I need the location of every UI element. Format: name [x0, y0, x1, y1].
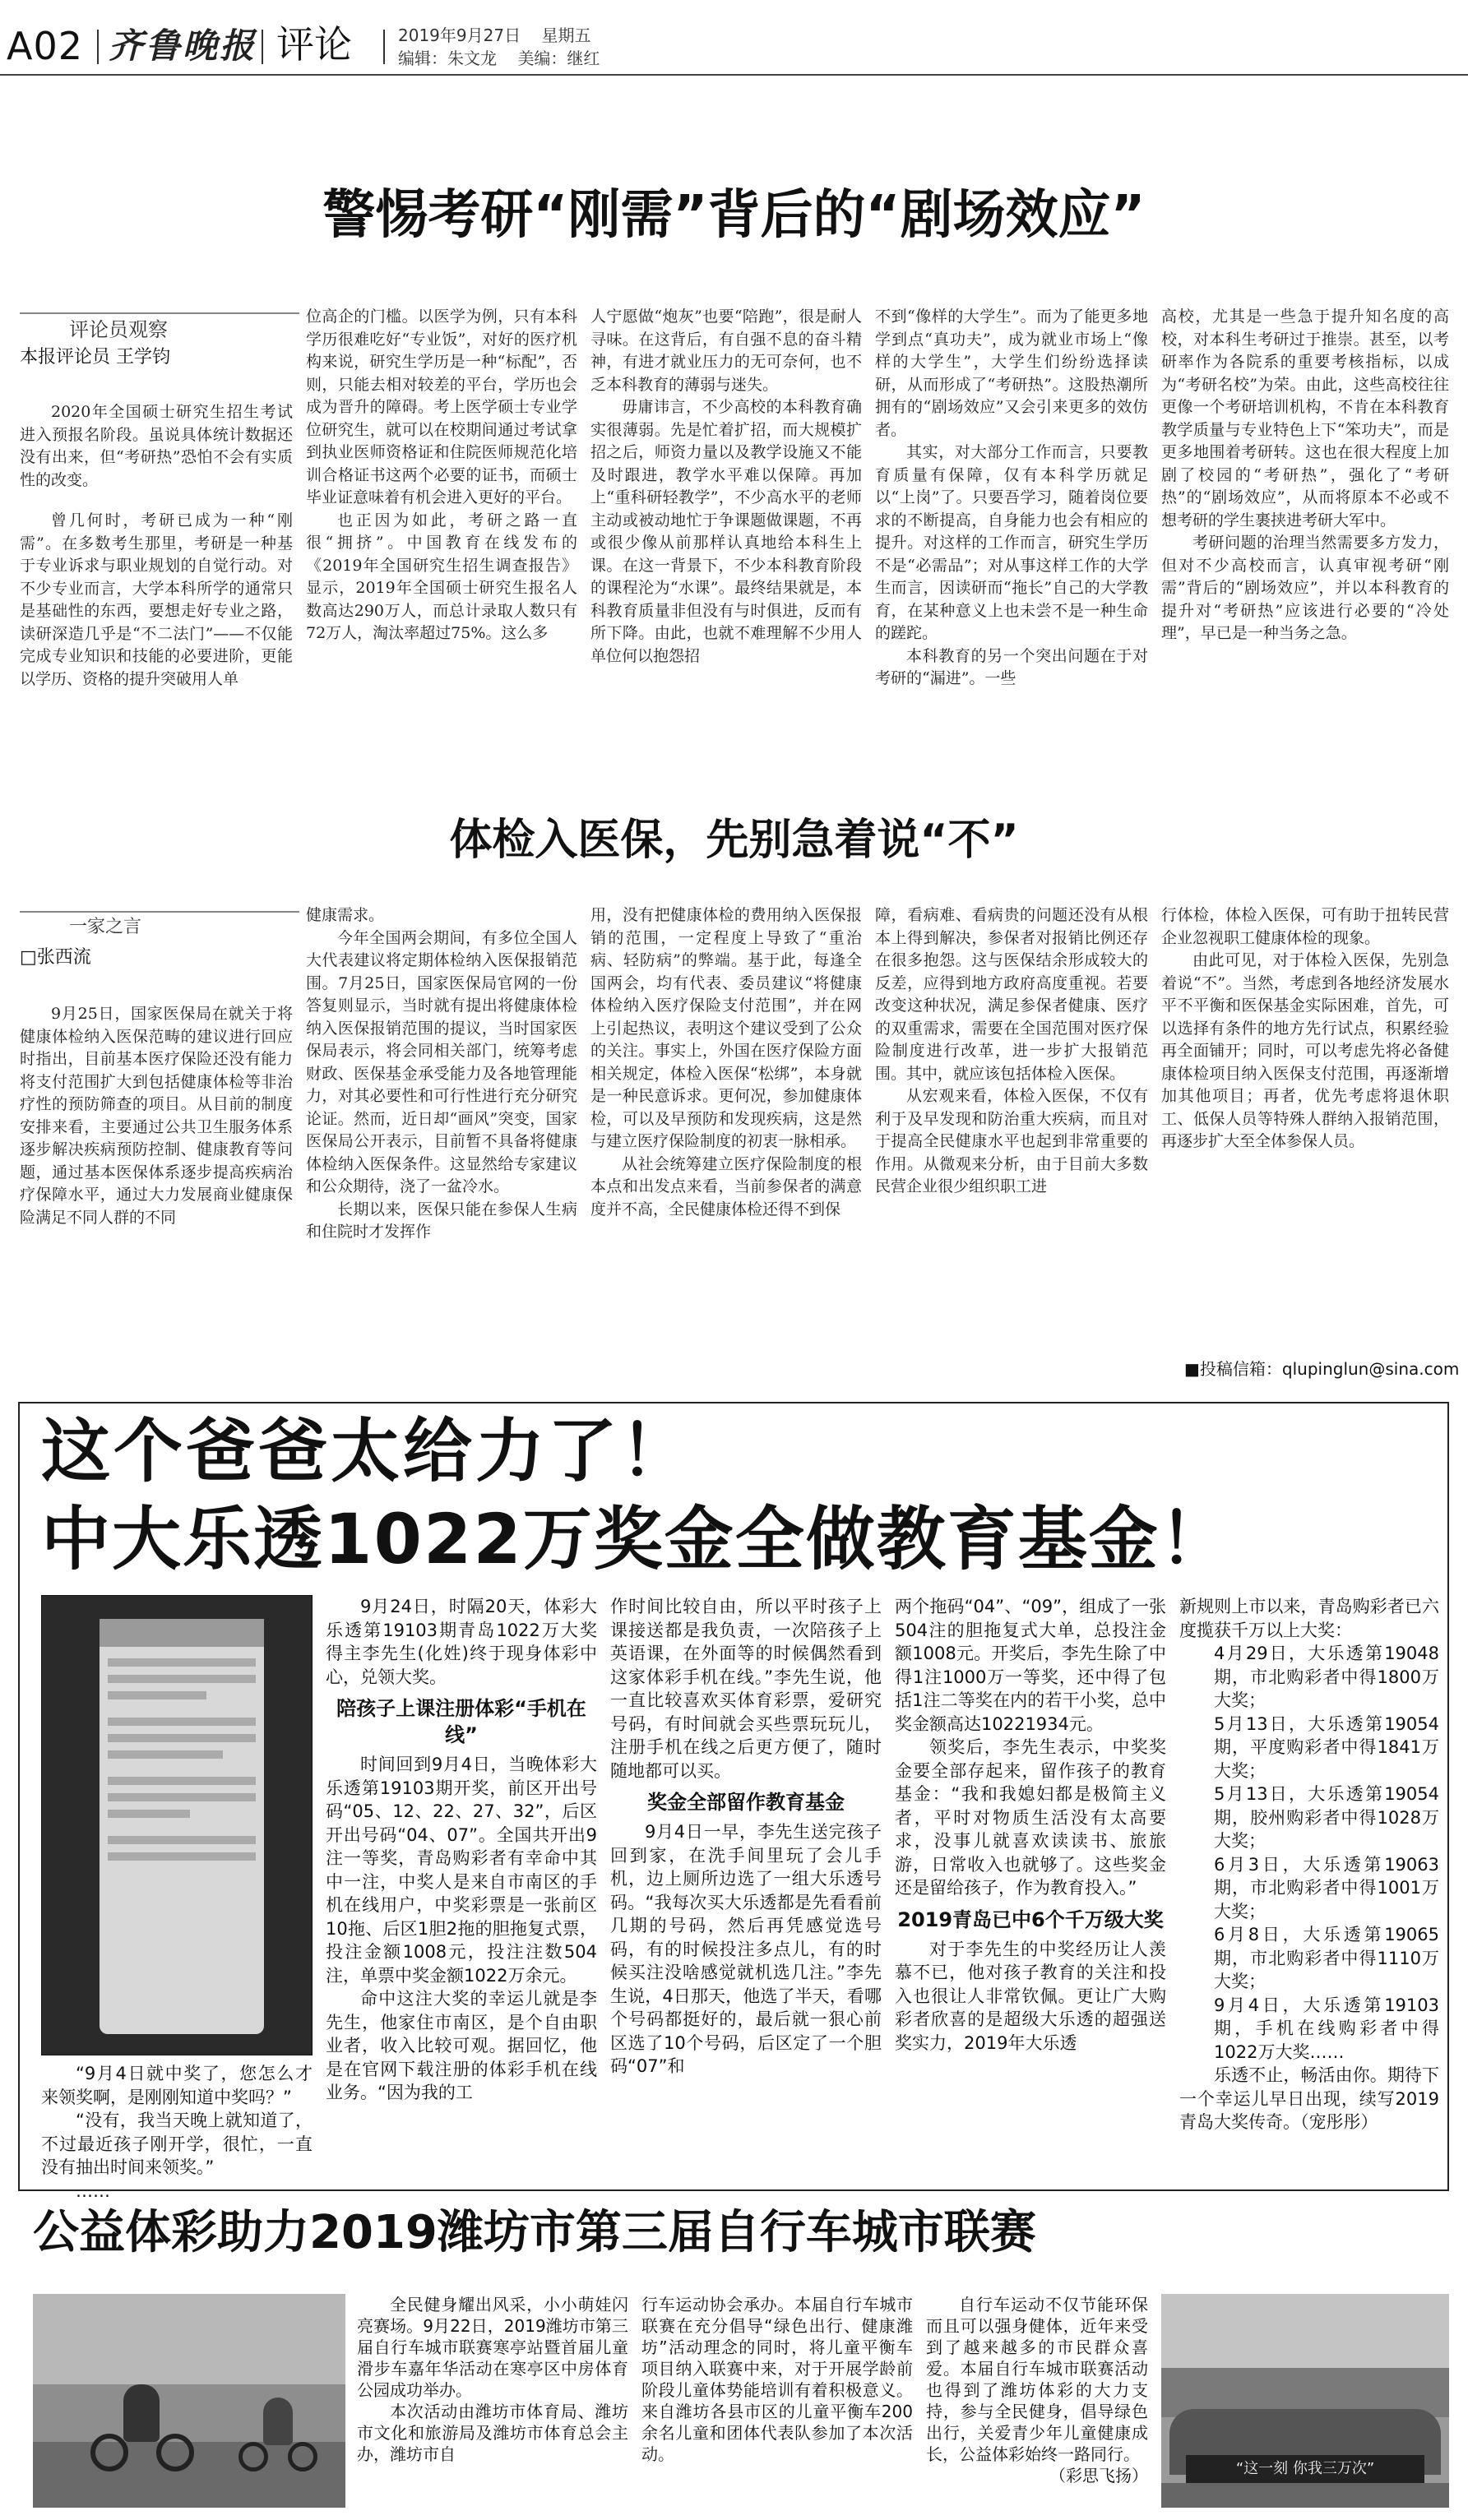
- paragraph: 两个拖码“04”、“09”，组成了一张504注的胆拖复式大单，总投注金额1008元。开奖后，李先生除了中得1注1000万一等奖，还中得了包括1注二等奖在内的若干小奖，总中奖金额高达10221934元。: [895, 1597, 1166, 1734]
- paragraph: 自行车运动不仅节能环保而且可以强身健体，近年来受到了越来越多的市民群众喜爱。本届自行车城市联赛活动也得到了潍坊体彩的大力支持，参与全民健身，倡导绿色出行，关爱青少年儿童健康成长，公益体彩始终一路同行。: [926, 2295, 1148, 2464]
- win-item: 9月4日，大乐透第19103期，手机在线购彩者中得1022万大奖……: [1214, 1995, 1439, 2062]
- ad1-photo: [41, 1595, 313, 2055]
- win-item: 4月29日，大乐透第19048期，市北购彩者中得1800万大奖；: [1214, 1644, 1439, 1710]
- paragraph: 其实，对大部分工作而言，只要教育质量有保障，仅有本科学历就足以“上岗”了。只要吾学习，随着岗位要求的不断提高，自身能力也会有相应的提升。对这样的工作而言，研究生学历不是“必需品”；对从事这样工作的大学生而言，因读研而“拖长”自己的大学教育，在某种意义上也未尝不是一种生命的蹉跎。: [875, 443, 1148, 642]
- paper-logo: 齐鲁晚报: [109, 25, 257, 66]
- issue-date: 2019年9月27日: [398, 25, 521, 45]
- paragraph: 本科教育的另一个突出问题在于对考研的“漏进”。一些: [875, 646, 1148, 687]
- ad1-col-3: [610, 1595, 882, 2183]
- paragraph: 毋庸讳言，不少高校的本科教育确实很薄弱。先是忙着扩招，而大规模扩招之后，师资力量以及教学设施又不能及时跟进，教学水平难以保障。再加上“重科研轻教学”，不少高水平的老师主动或被动地忙于争课题做课题，不再或很少像从前那样认真地给本科生上课。在这一背景下，不少本科教育阶段的课程沦为“水课”。最终结果就是，本科教育质量非但没有与时俱进，反而有所下降。由此，也就不难理解不少用人单位何以抱怨招: [590, 398, 862, 665]
- phone-screen: [100, 1619, 264, 2034]
- section-name: 评论: [276, 22, 352, 67]
- article2-byline: □张西流: [20, 947, 91, 968]
- paragraph: 本次活动由潍坊市体育局、潍坊市文化和旅游局及潍坊市体育总会主办，潍坊市自: [357, 2402, 628, 2464]
- paragraph: 对于李先生的中奖经历让人羡慕不已，他对孩子教育的关注和投入也很让人非常钦佩。更让广大购彩者欣喜的是超级大乐透的超强送奖实力，2019年大乐透: [895, 1939, 1166, 2053]
- article1-col-4: [875, 306, 1148, 1009]
- issue-weekday: 星期五: [541, 25, 591, 45]
- bike-wheel: [238, 2442, 268, 2471]
- article2-col-2: [306, 904, 577, 1389]
- ad2-col-2: [641, 2294, 913, 2509]
- paragraph: 全民健身耀出风采，小小萌娃闪亮赛场。9月22日，2019潍坊市第三届自行车城市联赛寒亭站暨首届儿童滑步车嘉年华活动在寒亭区中房体育公园成功举办。: [357, 2295, 628, 2400]
- ad1-subhead: 陪孩子上课注册体彩“手机在线”: [336, 1697, 586, 1746]
- phone-row: [108, 1734, 256, 1742]
- editor-credit: 编辑：朱文龙: [398, 49, 497, 68]
- paragraph: 用，没有把健康体检的费用纳入医保报销的范围，一定程度上导致了“重治病、轻防病”的弊端。基于此，每逢全国两会，均有代表、委员建议“将健康体检纳入医疗保险支付范围”，并在网上引起热议，表明这个建议受到了公众的关注。事实上，外国在医疗保险方面相关规定，体检入医保“松绑”，本身就是一种民意诉求。更何况，参加健康体检，可以及早预防和发现疾病，这是然与建立医疗保险制度的初衷一脉相承。: [590, 906, 862, 1150]
- phone-row: [108, 1793, 256, 1801]
- bike-wheel: [288, 2442, 317, 2471]
- phone-row: [108, 1836, 256, 1844]
- article2-col-4: [875, 904, 1148, 1389]
- banner: “这一刻 你我三万次”: [1186, 2455, 1424, 2483]
- paragraph: 命中这注大奖的幸运儿就是李先生，他家住市南区，是个自由职业者，收入比较可观。据回忆，他是在官网下载注册的体彩手机在线业务。“因为我的工: [326, 1989, 597, 2102]
- paragraph: 不到“像样的大学生”。而为了能更多地学到点“真功夫”，成为就业市场上“像样的大学生”，大学生们纷纷选择读研，从而形成了“考研热”。这股热潮所拥有的“剧场效应”又会引来更多的效仿者。: [875, 307, 1148, 439]
- article1-byline: 本报评论员 王学钧: [20, 347, 170, 368]
- paragraph: 由此可见，对于体检入医保，先别急着说“不”。当然，考虑到各地经济发展水平不平衡和医保基金实际困难，首先，可以选择有条件的地方先行试点，积累经验再全面铺开；同时，可以考虑先将必备健康体检项目纳入医保支付范围，再逐渐增加其他项目；再者，优先考虑将退休职工、低保人员等特殊人群纳入报销范围，再逐步扩大至全体参保人员。: [1161, 951, 1449, 1150]
- paragraph: 位高企的门槛。以医学为例，只有本科学历很难吃好“专业饭”，对好的医疗机构来说，研究生学历是一种“标配”，否则，只能去相对较差的平台，学历也会成为晋升的障碍。考上医学硕士专业学位研究生，就可以在校期间通过考试拿到执业医师资格证和住院医师规范化培训合格证书这两个必要的证书，而硕士毕业证意味着有机会进入更好的平台。: [306, 307, 577, 506]
- art-editor-credit: 美编：继红: [517, 49, 600, 68]
- article2-title: 体检入医保，先别急着说“不”: [449, 816, 1019, 865]
- article2-col-1: [20, 1003, 293, 1389]
- ad2-title: 公益体彩助力2019潍坊市第三届自行车城市联赛: [33, 2206, 1036, 2259]
- article1-column-label: [20, 312, 299, 342]
- page-number: A02: [7, 24, 84, 68]
- paragraph: 健康需求。: [306, 906, 385, 924]
- child-figure: [123, 2384, 160, 2442]
- paragraph: 障，看病难、看病贵的问题还没有从根本上得到解决，参保者对报销比例还存在很多抱怨。这与医保结余形成较大的反差，应得到地方政府高度重视。若要改变这种状况，满足参保者健康、医疗的双重需求，需要在全国范围对医疗保险制度进行改革，进一步扩大报销范围。其中，就应该包括体检入医保。: [875, 906, 1148, 1083]
- header-meta: [398, 25, 591, 46]
- bike-wheel: [90, 2434, 128, 2471]
- ad1-col-1: [41, 2062, 313, 2201]
- article1-col-2: [306, 306, 577, 1009]
- paragraph: “9月4日就中奖了，您怎么才来领奖啊，是刚刚知道中奖吗？”: [41, 2064, 313, 2107]
- photo-ground: [1161, 2483, 1449, 2508]
- phone-row: [108, 1675, 256, 1683]
- header-divider: [383, 30, 385, 64]
- ad1-col-2: [326, 1595, 597, 2183]
- article1-col-3: [590, 306, 862, 1009]
- phone-header: [100, 1619, 264, 1647]
- win-item: 5月13日，大乐透第19054期，胶州购彩者中得1028万大奖；: [1214, 1784, 1439, 1851]
- paragraph: 考研问题的治理当然需要多方发力，但对不少高校而言，认真审视考研“刚需”背后的“剧场效应”，并以本科教育的提升对“考研热”应该进行必要的“冷处理”，早已是一种当务之急。: [1161, 534, 1449, 642]
- win-item: 6月3日，大乐透第19063期，市北购彩者中得1001万大奖；: [1214, 1854, 1439, 1921]
- paragraph: 2020年全国硕士研究生招生考试进入预报名阶段。虽说具体统计数据还没有出来，但“考研热”恐怕不会有实质性的改变。: [20, 403, 293, 489]
- article1-column-label-text: 评论员观察: [69, 318, 168, 341]
- paragraph: 今年全国两会期间，有多位全国人大代表建议将定期体检纳入医保报销范围。7月25日，国家医保局官网的一份答复则显示，当时就有提出将健康体检纳入医保报销范围的提议，当时国家医保局表示，将会同相关部门，统筹考虑财政、医保基金承受能力及各地管理能力，对其必要性和可行性进行充分研究论证。然而，近日却“画风”突变，国家医保局公开表示，目前暂不具备将健康体检纳入医保条件。这显然给专家建议和公众期待，浇了一盆冷水。: [306, 928, 577, 1195]
- header-divider: [262, 30, 263, 64]
- ad1-col-5: [1179, 1595, 1439, 2183]
- paragraph: 曾几何时，考研已成为一种“刚需”。在多数考生那里，考研是一种基于专业诉求与职业规划的自觉行动。对不少专业而言，大学本科所学的通常只是基础性的东西，要想走好专业之路，读研深造几乎是“不二法门”——不仅能完成专业知识和技能的必要进阶，更能以学历、资格的提升突破用人单: [20, 511, 293, 688]
- paragraph: 领奖后，李先生表示，中奖奖金要全部存起来，留作孩子的教育基金：“我和我媳妇都是极简主义者，平时对物质生活没有太高要求，没事儿就喜欢读读书、旅旅游，日常收入也就够了。这些奖金还是留给孩子，作为教育投入。”: [895, 1737, 1166, 1898]
- paragraph: 9月25日，国家医保局在就关于将健康体检纳入医保范畴的建议进行回应时指出，目前基本医疗保险还没有能力将支付范围扩大到包括健康体检等非治疗性的预防筛查的项目。从目前的制度安排来看，主要通过公共卫生服务体系逐步解决疾病预防控制、健康教育等问题，通过基本医保体系逐步提高疾病治疗保障水平，通过大力发展商业健康保险满足不同人群的不同: [20, 1005, 293, 1227]
- paragraph: 从社会统筹建立医疗保险制度的根本点和出发点来看，当前参保者的满意度并不高，全民健康体检还得不到保: [590, 1154, 862, 1218]
- article2-col-5: [1161, 904, 1449, 1352]
- win-item: 5月13日，大乐透第19054期，平度购彩者中得1841万大奖；: [1214, 1713, 1439, 1781]
- photo-sky: [33, 2294, 345, 2384]
- phone-row: [108, 1691, 206, 1699]
- ad1-title-line1: 这个爸爸太给力了！: [41, 1411, 693, 1491]
- ad1-subhead: 2019青岛已中6个千万级大奖: [897, 1907, 1164, 1931]
- ad2-col-3: [926, 2294, 1148, 2509]
- phone-row: [108, 1750, 223, 1759]
- child-figure: [263, 2397, 293, 2445]
- paragraph: 长期以来，医保只能在参保人生病和住院时才发挥作: [306, 1200, 577, 1241]
- win-item: 6月8日，大乐透第19065期，市北购彩者中得1110万大奖；: [1214, 1925, 1439, 1991]
- phone-row: [108, 1777, 256, 1785]
- paragraph: 从宏观来看，体检入医保，不仅有利于及早发现和防治重大疾病，而且对于提高全民健康水平也起到非常重要的作用。从微观来分析，由于目前大多数民营企业很少组织职工进: [875, 1087, 1148, 1195]
- header-divider: [97, 30, 99, 64]
- ad1-title-line2: 中大乐透1022万奖金全做教育基金！: [41, 1499, 1230, 1579]
- article2-column-label-text: 一家之言: [69, 917, 142, 937]
- paragraph: 行体检，体检入医保，可有助于扭转民营企业忽视职工健康体检的现象。: [1161, 906, 1449, 947]
- paragraph: 作时间比较自由，所以平时孩子上课接送都是我负责，一次陪孩子上英语课，在外面等的时候偶然看到这家体彩手机在线。”李先生说，他一直比较喜欢买体育彩票，爱研究号码，有时间就会买些票玩玩儿，注册手机在线之后更方便了，随时随地都可以买。: [610, 1597, 882, 1781]
- article2-col-3: [590, 904, 862, 1389]
- phone-row: [108, 1718, 256, 1726]
- paragraph: 人宁愿做“炮灰”也要“陪跑”，很是耐人寻味。在这背后，有自强不息的奋斗精神，有进才就业压力的无可奈何，也不乏本科教育的薄弱与迷失。: [590, 307, 862, 394]
- paragraph: ……: [76, 2180, 110, 2201]
- ad1-col-4: [895, 1595, 1166, 2183]
- bike-wheel: [156, 2434, 194, 2471]
- paragraph: 新规则上市以来，青岛购彩者已六度揽获千万以上大奖：: [1179, 1597, 1439, 1640]
- paragraph: 高校，尤其是一些急于提升知名度的高校，对本科生考研过于推崇。甚至，以考研率作为各院系的重要考核指标，以成为“考研名校”为荣。由此，这些高校往往更像一个考研培训机构，不肯在本科教育教学质量与专业特色上下“笨功夫”，而是更多地围着考研转。这也在很大程度上加剧了校园的“考研热”，强化了“考研热”的“剧场效应”，从而将原本不必或不想考研的学生裹挟进考研大军中。: [1161, 307, 1449, 529]
- phone-row: [108, 1852, 256, 1861]
- contact-email: ■投稿信箱：qlupinglun@sina.com: [1184, 1359, 1460, 1379]
- ad2-photo-left: [33, 2294, 345, 2508]
- header-credits: [398, 48, 600, 69]
- paragraph: 也正因为如此，考研之路一直很“拥挤”。中国教育在线发布的《2019年全国研究生招生调查报告》显示，2019年全国硕士研究生报名人数高达290万人，而总计录取人数只有72万人，淘汰率超过75%。这么多: [306, 511, 577, 642]
- header-rule: [0, 74, 1468, 76]
- article1-col-5: [1161, 306, 1449, 1009]
- phone-row: [108, 1658, 256, 1667]
- paragraph: 行车运动协会承办。本届自行车城市联赛在充分倡导“绿色出行、健康潍坊”活动理念的同时，将儿童平衡车项目纳入联赛中来，对于开展学龄前阶段儿童体势能培训有着积极意义。来自潍坊各县市区的儿童平衡车200余名儿童和团体代表队参加了本次活动。: [641, 2295, 913, 2464]
- phone-row: [108, 1810, 190, 1818]
- photo-sky: [1161, 2294, 1449, 2376]
- ad2-photo-right: [1161, 2294, 1449, 2508]
- ad2-col-1: [357, 2294, 628, 2509]
- paragraph: 9月24日，时隔20天，体彩大乐透第19103期青岛1022万大奖得主李先生(化姓)终于现身体彩中心，兑领大奖。: [326, 1597, 597, 1687]
- paragraph: 9月4日一早，李先生送完孩子回到家，在洗手间里玩了会儿手机，边上厕所边选了一组大乐透号码。“我每次买大乐透都是先看看前几期的号码，然后再凭感觉选号码，有的时候投注多点儿，有的时候买注没啥感觉就机选几注。”李先生说，4日那天，他选了半天，看哪个号码都挺好的，最后就一狠心前区选了10个号码，后区定了一个胆码“07”和: [610, 1822, 882, 2076]
- ad1-subhead: 奖金全部留作教育基金: [647, 1791, 845, 1814]
- paragraph: “没有，我当天晚上就知道了，不过最近孩子刚开学，很忙，一直没有抽出时间来领奖。”: [41, 2111, 313, 2177]
- article2-column-label: [20, 911, 299, 939]
- paragraph: 乐透不止，畅活由你。期待下一个幸运儿早日出现，续写2019青岛大奖传奇。（宠彤彤）: [1179, 2065, 1439, 2132]
- article1-title: 警惕考研“刚需”背后的“剧场效应”: [322, 185, 1146, 246]
- paragraph: 时间回到9月4日，当晚体彩大乐透第19103期开奖，前区开出号码“05、12、22、27、32”，后区开出号码“04、07”。全国共开出9注一等奖，青岛购彩者有幸命中其中一注，中奖人是来自市南区的手机在线用户，中奖彩票是一张前区10拖、后区1胆2拖的胆拖复式票，投注金额1008元，投注注数504注，单票中奖金额1022万余元。: [326, 1755, 597, 1986]
- signature: （彩思飞扬）: [1049, 2466, 1148, 2485]
